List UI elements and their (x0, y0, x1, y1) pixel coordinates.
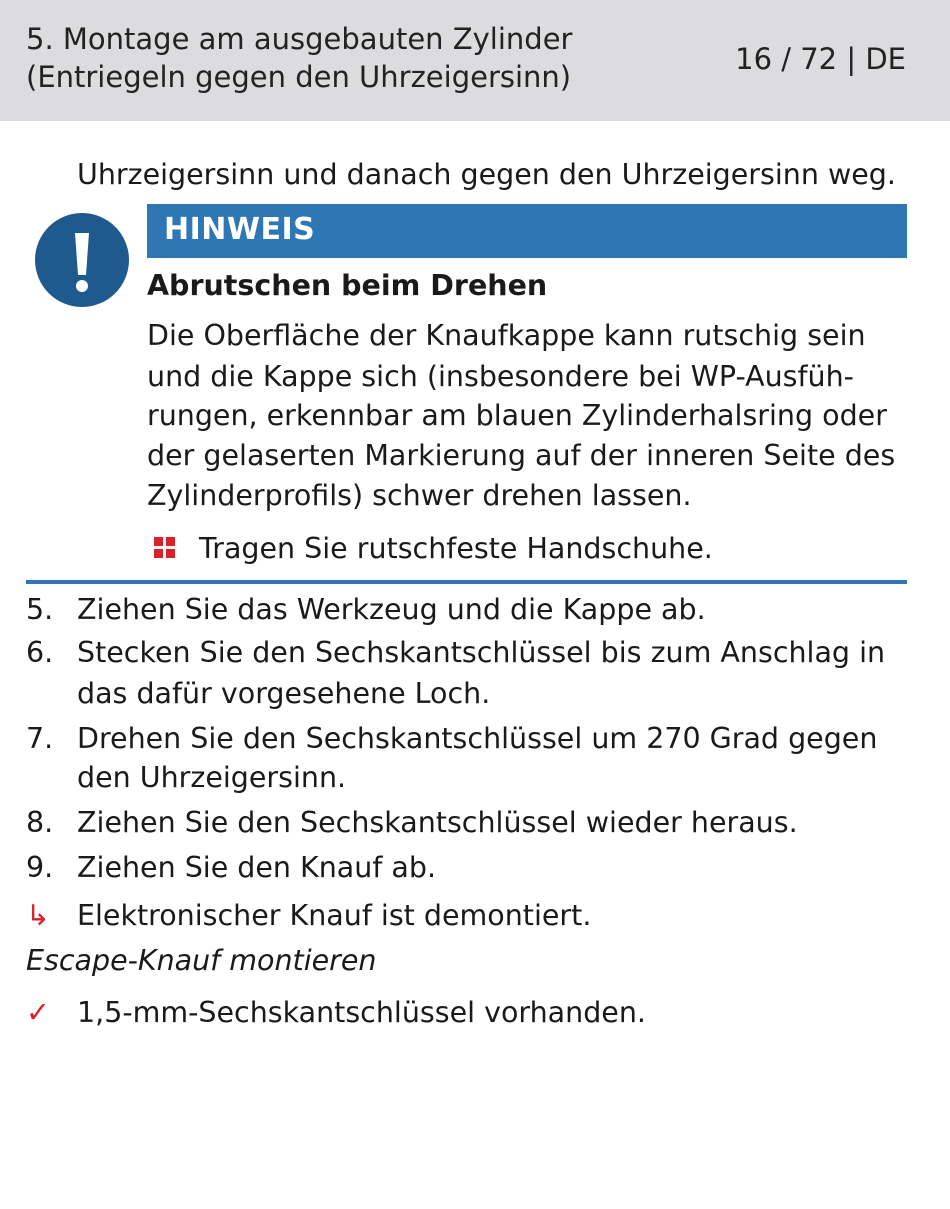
checkmark-icon: ✓ (26, 996, 50, 1029)
notice-body-line-3: rungen, erkennbar am blauen Zylinderhalsring oder (147, 399, 887, 432)
notice-body-line-2: und die Kappe sich (insbesondere bei WP-Ausfüh- (147, 360, 854, 393)
prerequisite-text: 1,5-mm-Sechskantschlüssel vorhanden. (77, 996, 646, 1029)
result-text: Elektronischer Knauf ist demontiert. (77, 899, 592, 932)
intro-text: Uhrzeigersinn und danach gegen den Uhrzeigersinn weg. (77, 158, 896, 191)
step-9-text: Ziehen Sie den Knauf ab. (77, 851, 437, 884)
step-5-number: 5. (26, 593, 54, 626)
step-7-number: 7. (26, 722, 54, 755)
step-5-text: Ziehen Sie das Werkzeug und die Kappe ab. (77, 593, 706, 626)
step-8-number: 8. (26, 806, 54, 839)
result-arrow-icon: ↳ (26, 899, 50, 932)
chapter-title-line-1: 5. Montage am ausgebauten Zylinder (26, 22, 573, 56)
step-6-text-line-2: das dafür vorgesehene Loch. (77, 677, 491, 710)
step-6-text-line-1: Stecken Sie den Sechskantschlüssel bis zum Anschlag in (77, 636, 886, 669)
step-8-text: Ziehen Sie den Sechskantschlüssel wieder heraus. (77, 806, 798, 839)
notice-action: Tragen Sie rutschfeste Handschuhe. (199, 532, 713, 565)
notice-divider (26, 580, 907, 584)
red-squares-bullet-icon (154, 537, 178, 561)
step-7-text-line-2: den Uhrzeigersinn. (77, 761, 347, 794)
step-7-text-line-1: Drehen Sie den Sechskantschlüssel um 270 Grad gegen (77, 722, 878, 755)
step-6-number: 6. (26, 636, 54, 669)
chapter-title (26, 20, 572, 96)
notice-body-line-4: der gelaserten Markierung auf der inneren Seite des (147, 439, 896, 472)
notice-body-line-5: Zylinderprofils) schwer drehen lassen. (147, 479, 692, 512)
notice-body-line-1: Die Oberfläche der Knaufkappe kann rutschig sein (147, 319, 866, 352)
chapter-title-line-2: (Entriegeln gegen den Uhrzeigersinn) (26, 60, 572, 94)
notice-label: HINWEIS (164, 212, 316, 247)
page-header (0, 0, 950, 121)
page-number: 16 / 72 | DE (735, 42, 906, 76)
step-9-number: 9. (26, 851, 54, 884)
notice-label-bar (147, 204, 907, 258)
section-subheading: Escape-Knauf montieren (26, 944, 377, 977)
exclamation-circle-icon (35, 213, 129, 307)
notice-heading: Abrutschen beim Drehen (147, 269, 548, 302)
